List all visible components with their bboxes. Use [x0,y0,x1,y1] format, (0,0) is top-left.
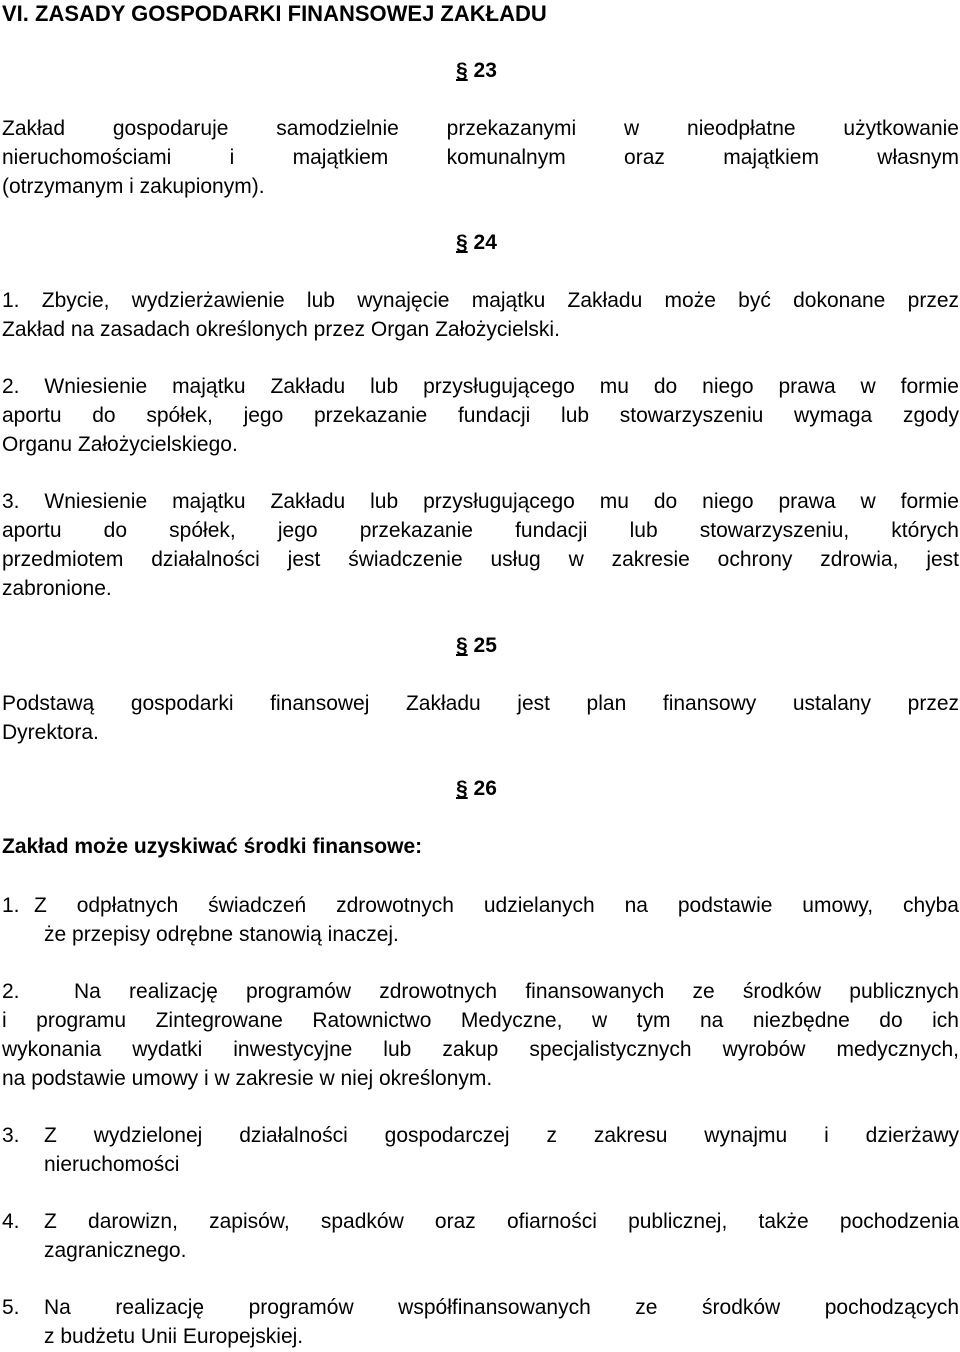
section-sign: § [456,231,468,254]
p26-item4-line: zagranicznego. [44,1239,187,1262]
p25-line: Dyrektora. [2,721,99,744]
p24-item2-line: aportu do spółek, jego przekazanie fundacji lub stowarzyszeniu wymaga zgody [2,404,959,427]
p26-item2-line: na podstawie umowy i w zakresie w niej określonym. [2,1067,493,1090]
list-item-number: 4. [2,1210,20,1233]
chapter-heading: VI. ZASADY GOSPODARKI FINANSOWEJ ZAKŁADU [2,1,547,26]
list-item-number: 3. [2,1124,20,1147]
p26-item1-line: że przepisy odrębne stanowią inaczej. [44,923,399,946]
list-item-number: 2. [2,980,20,1003]
p26-item5-line: Na realizację programów współfinansowanych ze środków pochodzących [44,1296,959,1319]
section-sign: § [456,634,468,657]
p26-item4-line: Z darowizn, zapisów, spadków oraz ofiarności publicznej, także pochodzenia [44,1210,959,1233]
section-24-number [456,230,497,256]
p26-label: Zakład może uzyskiwać środki finansowe: [2,835,423,858]
p24-item2-line: 2. Wniesienie majątku Zakładu lub przysługującego mu do niego prawa w formie [2,375,959,398]
p23-line: nieruchomościami i majątkiem komunalnym oraz majątkiem własnym [2,146,959,169]
p24-item1-line: 1. Zbycie, wydzierżawienie lub wynajęcie majątku Zakładu może być dokonane przez [2,289,959,312]
p24-item2-line: Organu Założycielskiego. [2,433,238,456]
p24-item3-line: zabronione. [2,577,112,600]
p26-item2-line: wykonania wydatki inwestycyjne lub zakup specjalistycznych wyrobów medycznych, [2,1038,959,1061]
section-number: 26 [473,777,497,800]
p26-item2-line: i programu Zintegrowane Ratownictwo Medyczne, w tym na niezbędne do ich [2,1009,959,1032]
section-sign: § [456,777,468,800]
p24-item3-line: aportu do spółek, jego przekazanie fundacji lub stowarzyszeniu, których [2,519,959,542]
p26-item1-line: Z odpłatnych świadczeń zdrowotnych udzielanych na podstawie umowy, chyba [34,894,959,917]
p24-item3-line: 3. Wniesienie majątku Zakładu lub przysługującego mu do niego prawa w formie [2,490,959,513]
section-number: 23 [473,59,497,82]
section-sign: § [456,59,468,82]
p23-line: Zakład gospodaruje samodzielnie przekazanymi w nieodpłatne użytkowanie [2,117,959,140]
section-23-number [456,58,497,84]
section-25-number [456,633,497,659]
p24-item3-line: przedmiotem działalności jest świadczenie usług w zakresie ochrony zdrowia, jest [2,548,959,571]
list-item-number: 5. [2,1296,20,1319]
p24-item1-line: Zakład na zasadach określonych przez Organ Założycielski. [2,318,560,341]
list-item-number: 1. [2,894,20,917]
p26-item2-line: Na realizację programów zdrowotnych finansowanych ze środków publicznych [74,980,959,1003]
p26-item5-line: z budżetu Unii Europejskiej. [44,1325,304,1348]
p23-line: (otrzymanym i zakupionym). [2,175,265,198]
section-number: 25 [473,634,497,657]
section-26-number [456,776,497,802]
p26-item3-line: nieruchomości [44,1153,180,1176]
section-number: 24 [473,231,497,254]
p26-item3-line: Z wydzielonej działalności gospodarczej z zakresu wynajmu i dzierżawy [44,1124,959,1147]
p25-line: Podstawą gospodarki finansowej Zakładu jest plan finansowy ustalany przez [2,692,959,715]
